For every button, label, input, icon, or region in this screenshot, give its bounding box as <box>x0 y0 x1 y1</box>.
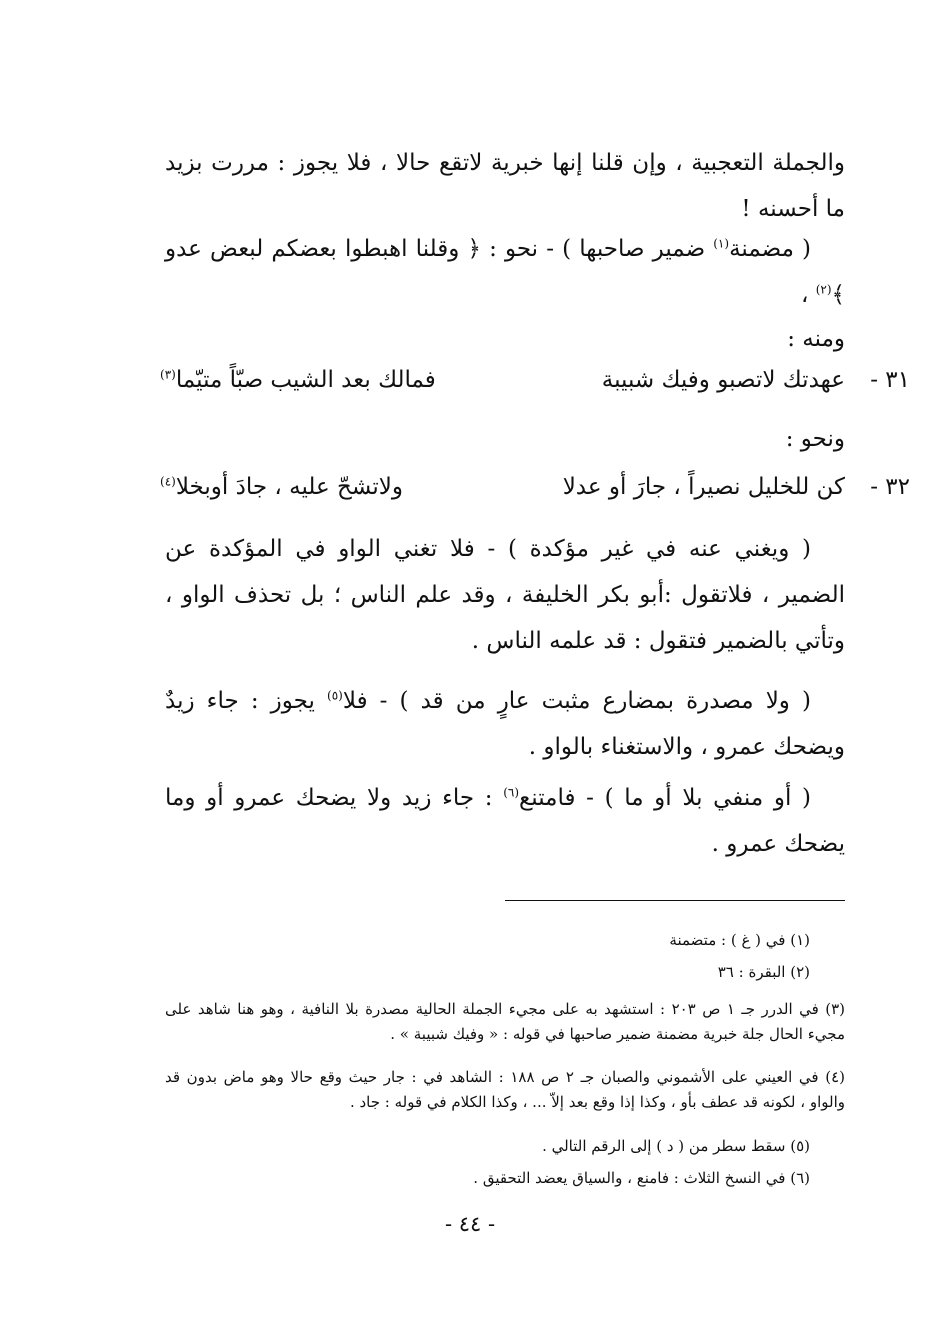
paragraph-text: ، <box>800 282 816 308</box>
paragraph-text: والجملة التعجبية ، وإن قلنا إنها خبرية لاتقع حالا ، فلا يجوز : مررت بزيد ما أحسنه ! <box>165 150 845 222</box>
paragraph-text: : جاء زيد ولا يضحك عمرو أو وما يضحك عمرو . <box>165 785 845 857</box>
paragraph-text: ( ولا مصدرة بمضارع مثبت عارٍ من قد ) - فلا <box>342 688 811 714</box>
verse-hemistich-second <box>160 357 436 403</box>
verse-hemistich-text: فمالك بعد الشيب صبّاً متيّما <box>175 367 436 393</box>
footnote-5: (٥) سقط سطر من ( د ) إلى الرقم التالي . <box>542 1137 810 1155</box>
paragraph-emphasized <box>165 526 845 664</box>
paragraph-present-tense <box>165 678 845 770</box>
quran-quote: ضمير صاحبها ) - نحو : ﴿ وقلنا اهبطوا بعضكم لبعض عدو ﴾ <box>165 236 845 308</box>
paragraph-text: ( ويغني عنه في غير مؤكدة ) - فلا تغني الواو في المؤكدة عن الضمير ، فلاتقول :أبو بكر الخليفة ، وقد علم الناس ؛ بل تحذف الواو ، وتأتي بالضمير فتقول : قد علمه الناس . <box>165 536 845 654</box>
paragraph-negated <box>165 775 845 867</box>
footnote-ref: (٥) <box>327 688 343 703</box>
footnote-separator <box>505 900 845 901</box>
footnote-6: (٦) في النسخ الثلاث : فامنع ، والسياق يعضد التحقيق . <box>473 1169 810 1187</box>
footnote-3: (٣) في الدرر جـ ١ ص ٢٠٣ : استشهد به على مجيء الجملة الحالية مصدرة بلا النافية ، وهو هنا شاهد على مجيء الحال جلة خبرية مضمنة ضمير صاحبها في قوله : « وفيك شبيبة » . <box>165 1000 846 1043</box>
paragraph-embedded-pronoun <box>165 226 845 318</box>
footnote-ref: (٣) <box>160 367 176 382</box>
footnote-1: (١) في ( غ ) : متضمنة <box>669 931 810 949</box>
footnote-ref: (٦) <box>503 785 520 800</box>
paragraph-text: يجوز : جاء زيدٌ ويضحك عمرو ، والاستغناء بالواو . <box>165 688 845 760</box>
paragraph-and-like <box>165 416 845 462</box>
footnote-4: (٤) في العيني على الأشموني والصبان جـ ٢ ص ١٨٨ : الشاهد في : جار حيث وقع حالا وهو ماض بدون قد والواو ، لكونه قد عطف بأو ، وكذا إذا وقع بعد إلاّ ... ، وكذا الكلام في قوله : جاد . <box>165 1068 846 1111</box>
paragraph-text: ( مضمنة <box>729 236 811 262</box>
page-number: - ٤٤ - <box>444 1212 496 1236</box>
paragraph-text: ومنه : <box>787 326 845 352</box>
verse-hemistich-first: عهدتك لاتصبو وفيك شبيبة <box>601 367 845 393</box>
verse-hemistich-text: ولاتشحّ عليه ، جادَ أوبخلا <box>175 474 404 500</box>
verse-number: ٣١ - <box>870 367 910 393</box>
paragraph-text: ( أو منفي بلا أو ما ) - فامتنع <box>519 785 811 811</box>
footnote-ref: (٤) <box>160 474 176 489</box>
paragraph-and-from-it <box>165 316 845 362</box>
verse-hemistich-second <box>160 464 403 510</box>
footnote-ref: (١) <box>713 236 730 251</box>
footnote-ref: (٢) <box>815 282 832 297</box>
paragraph-exclamatory <box>165 140 845 232</box>
verse-32 <box>160 464 910 510</box>
verse-31 <box>160 357 910 403</box>
verse-hemistich-first: كن للخليل نصيراً ، جارَ أو عدلا <box>562 474 845 500</box>
verse-number: ٣٢ - <box>870 474 910 500</box>
footnote-2: (٢) البقرة : ٣٦ <box>717 963 810 981</box>
paragraph-text: ونحو : <box>785 426 845 452</box>
